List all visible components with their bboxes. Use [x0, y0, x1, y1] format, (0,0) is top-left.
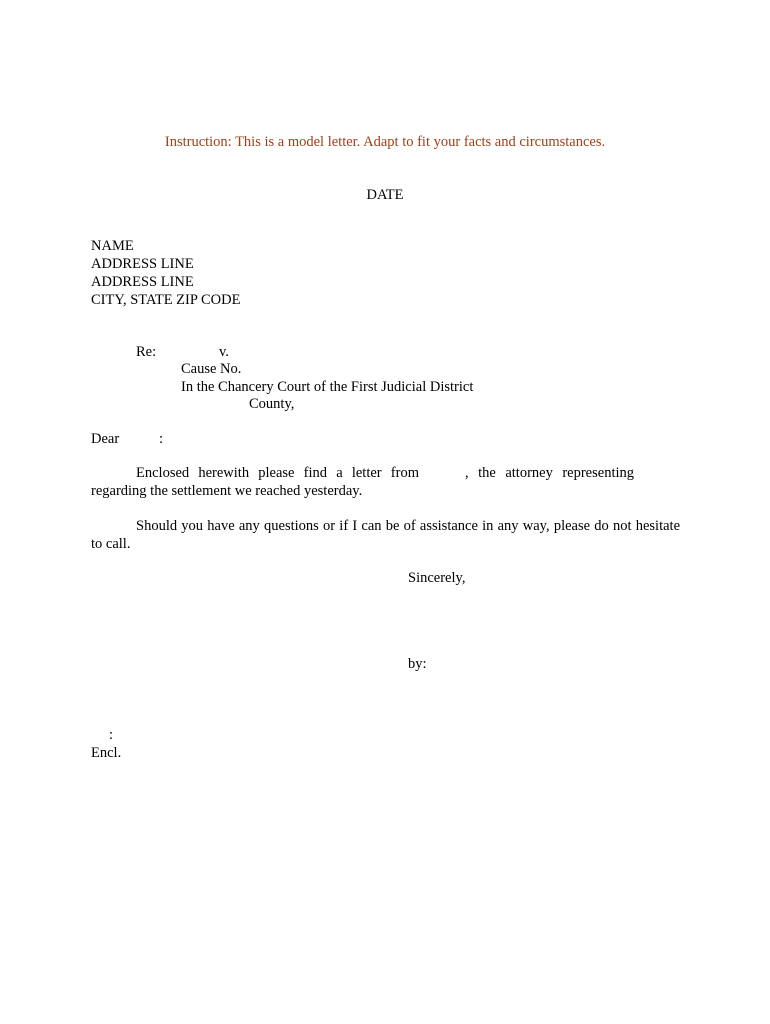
enclosure-note: Encl.: [91, 745, 122, 761]
paragraph-2-line-1: Should you have any questions or if I can be of assistance in any way, please do not hesitate: [136, 518, 680, 534]
recipient-address-line-1: ADDRESS LINE: [91, 256, 194, 272]
paragraph-1-line-2: regarding the settlement we reached yesterday.: [91, 483, 363, 499]
salutation-colon: :: [159, 431, 164, 447]
re-county: County,: [249, 396, 295, 412]
re-versus: v.: [219, 344, 229, 360]
re-label: Re:: [136, 344, 157, 360]
paragraph-1-part-1: Enclosed herewith please find a letter from: [136, 465, 419, 481]
instruction-note: Instruction: This is a model letter. Adapt to fit your facts and circumstances.: [164, 134, 606, 150]
closing-sincerely: Sincerely,: [408, 570, 466, 586]
recipient-name: NAME: [91, 238, 134, 254]
recipient-city-state-zip: CITY, STATE ZIP CODE: [91, 292, 241, 308]
paragraph-2-line-2: to call.: [91, 536, 131, 552]
paragraph-1-part-2: , the attorney representing: [465, 465, 634, 481]
letter-date: DATE: [366, 187, 404, 203]
re-cause-number: Cause No.: [181, 361, 242, 377]
initials-colon: :: [109, 727, 114, 743]
re-court: In the Chancery Court of the First Judicial District: [181, 379, 474, 395]
signature-by: by:: [408, 656, 427, 672]
recipient-address-line-2: ADDRESS LINE: [91, 274, 194, 290]
salutation-dear: Dear: [91, 431, 120, 447]
